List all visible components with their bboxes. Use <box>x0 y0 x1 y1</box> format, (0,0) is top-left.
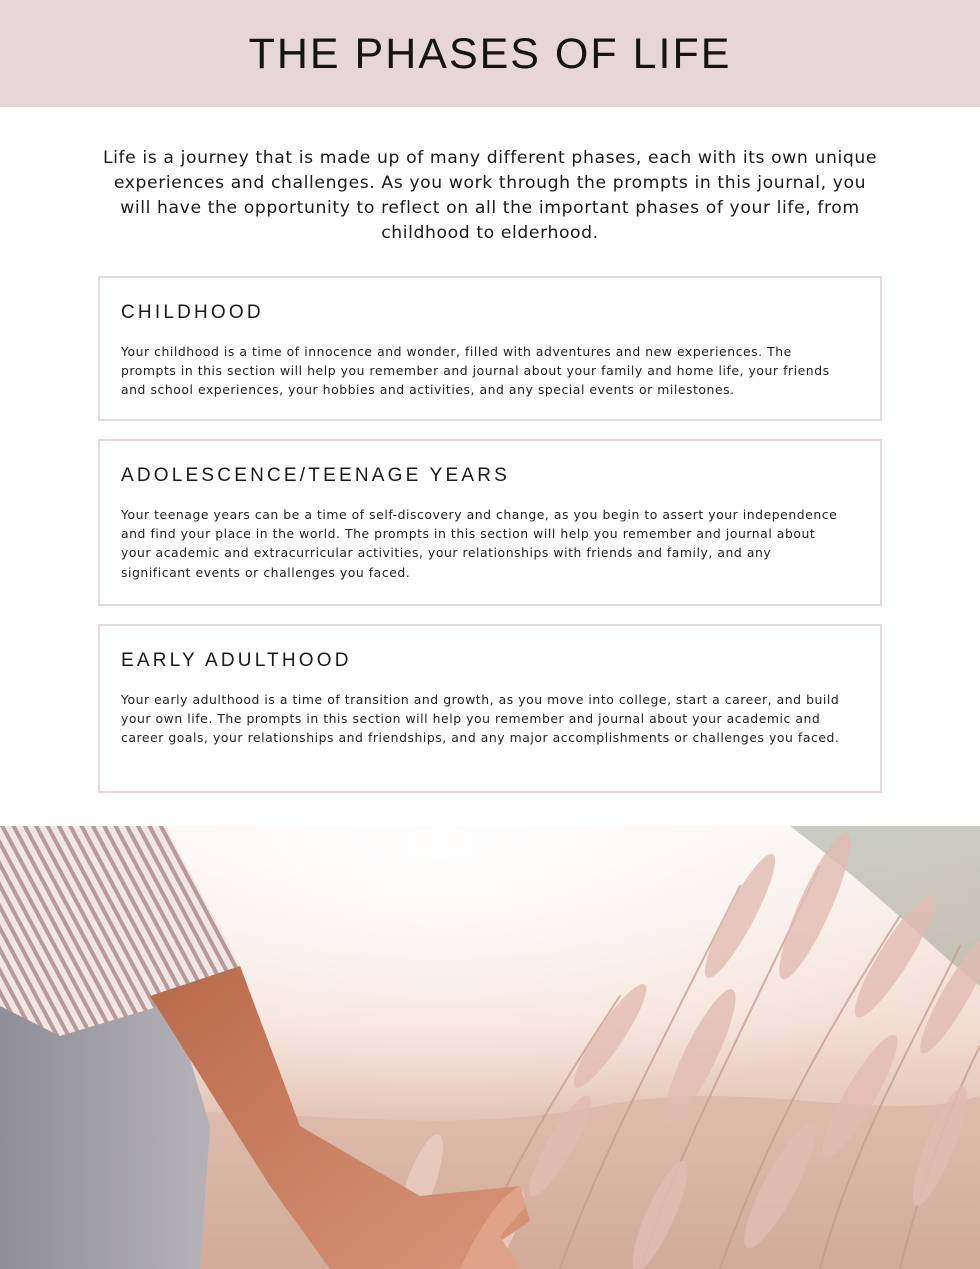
grass-field-photo <box>0 826 980 1269</box>
section-card-adolescence <box>98 439 882 606</box>
page-title: THE PHASES OF LIFE <box>248 30 732 78</box>
section-text: Your early adulthood is a time of transition and growth, as you move into college, start a career, and build your own life. The prompts in this section will help you remember and journal about your academic and career goals, your relationships and friendships, and any major accomplishments or challenges you faced. <box>121 692 840 746</box>
section-card-childhood <box>98 276 882 421</box>
section-text: Your childhood is a time of innocence and wonder, filled with adventures and new experiences. The prompts in this section will help you remember and journal about your family and home life, your friends and school experiences, your hobbies and activities, and any special events or milestones. <box>121 344 830 398</box>
section-card-early-adulthood <box>98 624 882 793</box>
intro-paragraph: Life is a journey that is made up of many different phases, each with its own unique experiences and challenges. As you work through the prompts in this journal, you will have the opportunity to reflect on all the important phases of your life, from childhood to elderhood. <box>102 148 878 243</box>
section-title: ADOLESCENCE/TEENAGE YEARS <box>121 465 511 486</box>
photo-illustration <box>0 826 980 1269</box>
section-title: EARLY ADULTHOOD <box>121 650 352 671</box>
section-title: CHILDHOOD <box>121 302 264 323</box>
section-text: Your teenage years can be a time of self-discovery and change, as you begin to assert your independence and find your place in the world. The prompts in this section will help you remember and journal about your academic and extracurricular activities, your relationships with friends and family, and any significant events or challenges you faced. <box>121 507 838 580</box>
